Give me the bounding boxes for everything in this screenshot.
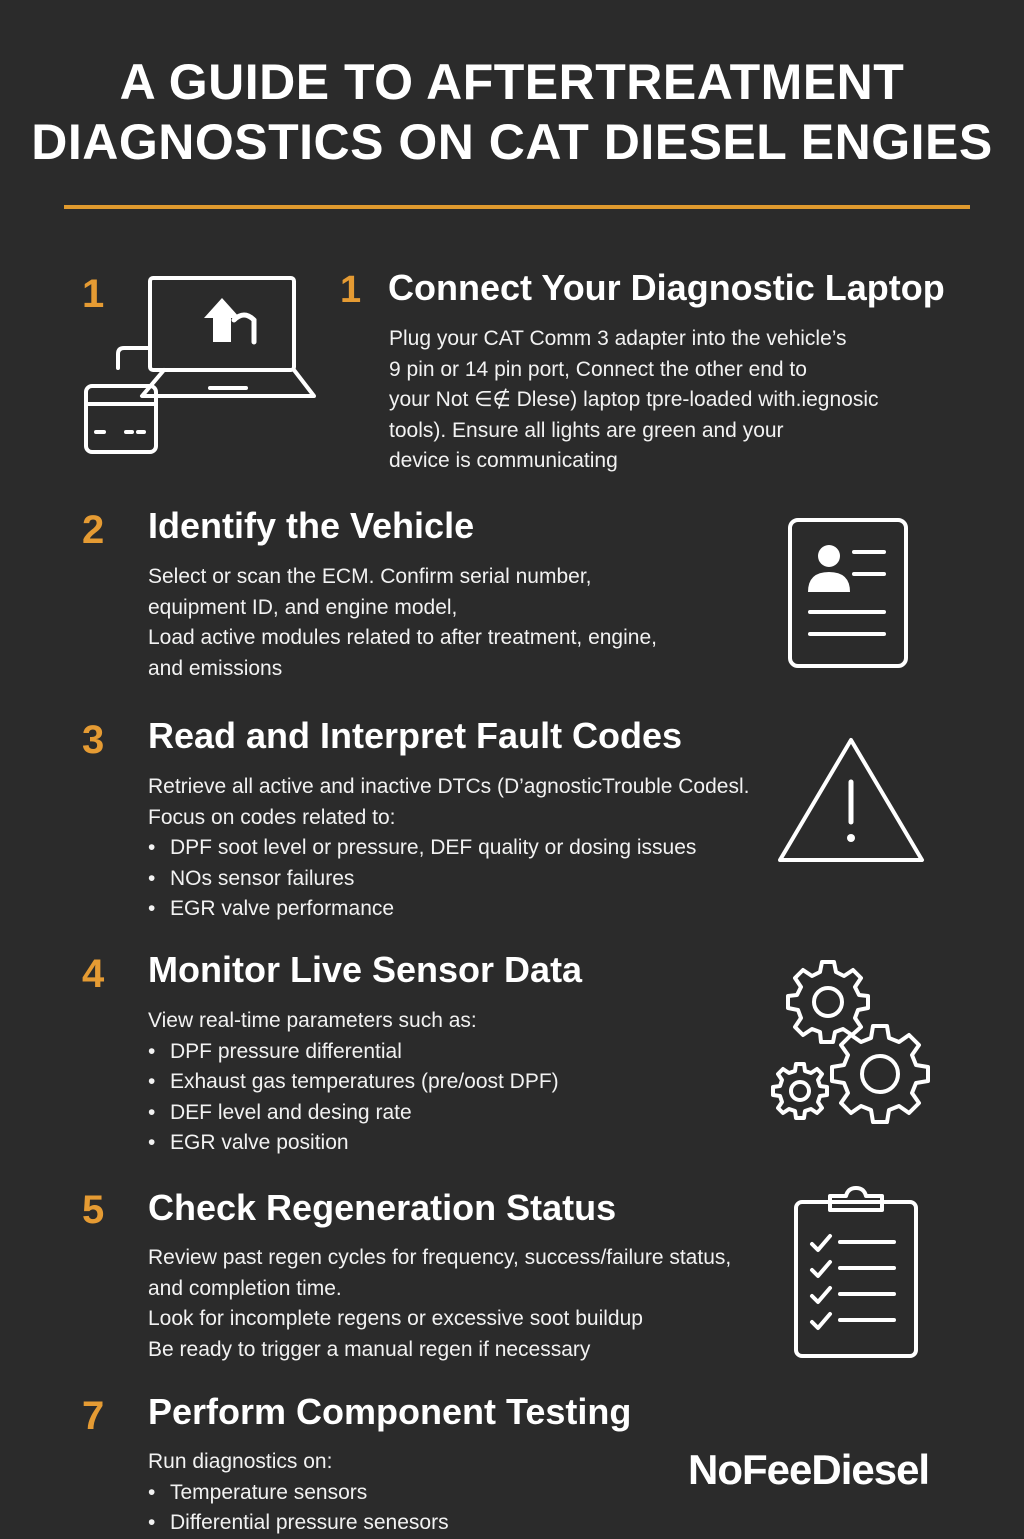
step-3-body bbox=[148, 772, 749, 925]
body-line: Be ready to trigger a manual regen if necessary bbox=[148, 1337, 591, 1361]
laptop-with-adapter-icon bbox=[82, 270, 322, 460]
clipboard-checklist-icon bbox=[790, 1184, 922, 1360]
step-4-heading: Monitor Live Sensor Data bbox=[148, 949, 583, 990]
step-2-heading: Identify the Vehicle bbox=[148, 505, 475, 546]
bullet-item: • DPF pressure differential bbox=[148, 1039, 402, 1063]
body-line: 9 pin or 14 pin port, Connect the other end to bbox=[389, 357, 807, 381]
step-5-number: 5 bbox=[82, 1188, 105, 1232]
body-line: Look for incomplete regens or excessive soot buildup bbox=[148, 1307, 643, 1330]
body-line: View real-time parameters such as: bbox=[148, 1009, 477, 1032]
step-2-number: 2 bbox=[82, 508, 105, 552]
page-title bbox=[0, 52, 1024, 172]
body-line: your Not ∈∉ Dlese) laptop tpre-loaded with.iegnosic bbox=[389, 388, 879, 411]
bullet-item: • EGR valve position bbox=[148, 1131, 349, 1154]
body-line: Retrieve all active and inactive DTCs (D’agnosticTrouble Codesl. bbox=[148, 775, 750, 798]
body-line: Select or scan the ECM. Confirm serial number, bbox=[148, 565, 592, 588]
body-line: Focus on codes related to: bbox=[148, 805, 396, 829]
bullet-item: • Temperature sensors bbox=[148, 1480, 368, 1504]
step-1-inline-number: 1 bbox=[340, 269, 362, 311]
step-7-body bbox=[148, 1447, 449, 1539]
step-1-heading: Connect Your Diagnostic Laptop bbox=[388, 267, 945, 308]
bullet-item: • DEF level and desing rate bbox=[148, 1100, 412, 1124]
body-line: tools). Ensure all lights are green and your bbox=[389, 418, 784, 442]
step-3-number: 3 bbox=[82, 718, 105, 762]
id-card-icon bbox=[786, 516, 910, 670]
step-1-number: 1 bbox=[82, 272, 105, 316]
warning-triangle-icon bbox=[776, 734, 926, 866]
body-line: Review past regen cycles for frequency, success/failure status, bbox=[148, 1246, 732, 1269]
brand-logo-text: NoFeeDiesel bbox=[688, 1446, 930, 1493]
step-4-body bbox=[148, 1006, 559, 1159]
step-2-body bbox=[148, 562, 657, 684]
step-3-heading: Read and Interpret Fault Codes bbox=[148, 715, 683, 756]
body-line: Run diagnostics on: bbox=[148, 1450, 333, 1473]
body-line: Load active modules related to after treatment, engine, bbox=[148, 626, 657, 649]
step-7-heading: Perform Component Testing bbox=[148, 1391, 632, 1432]
body-line: equipment ID, and engine model, bbox=[148, 595, 458, 619]
bullet-item: • DPF soot level or pressure, DEF quality or dosing issues bbox=[148, 836, 697, 859]
step-5-body bbox=[148, 1243, 731, 1365]
bullet-item: • NOs sensor failures bbox=[148, 866, 355, 890]
bullet-item: • Exhaust gas temperatures (pre/oost DPF) bbox=[148, 1070, 559, 1093]
step-5-heading: Check Regeneration Status bbox=[148, 1187, 617, 1228]
gears-icon bbox=[768, 960, 932, 1128]
step-4-number: 4 bbox=[82, 952, 105, 996]
step-1-body bbox=[389, 324, 879, 477]
bullet-item: • Differential pressure senesors bbox=[148, 1511, 449, 1534]
title-divider bbox=[64, 205, 970, 209]
body-line: device is communicating bbox=[389, 449, 618, 472]
title-line-1: A GUIDE TO AFTERTREATMENT bbox=[119, 54, 905, 110]
bullet-item: • EGR valve performance bbox=[148, 897, 395, 920]
body-line: and completion time. bbox=[148, 1276, 342, 1300]
title-line-2: DIAGNOSTICS ON CAT DIESEL ENGIES bbox=[31, 114, 993, 170]
body-line: Plug your CAT Comm 3 adapter into the vehicle’s bbox=[389, 327, 847, 350]
step-7-number: 7 bbox=[82, 1394, 105, 1438]
body-line: and emissions bbox=[148, 656, 283, 680]
